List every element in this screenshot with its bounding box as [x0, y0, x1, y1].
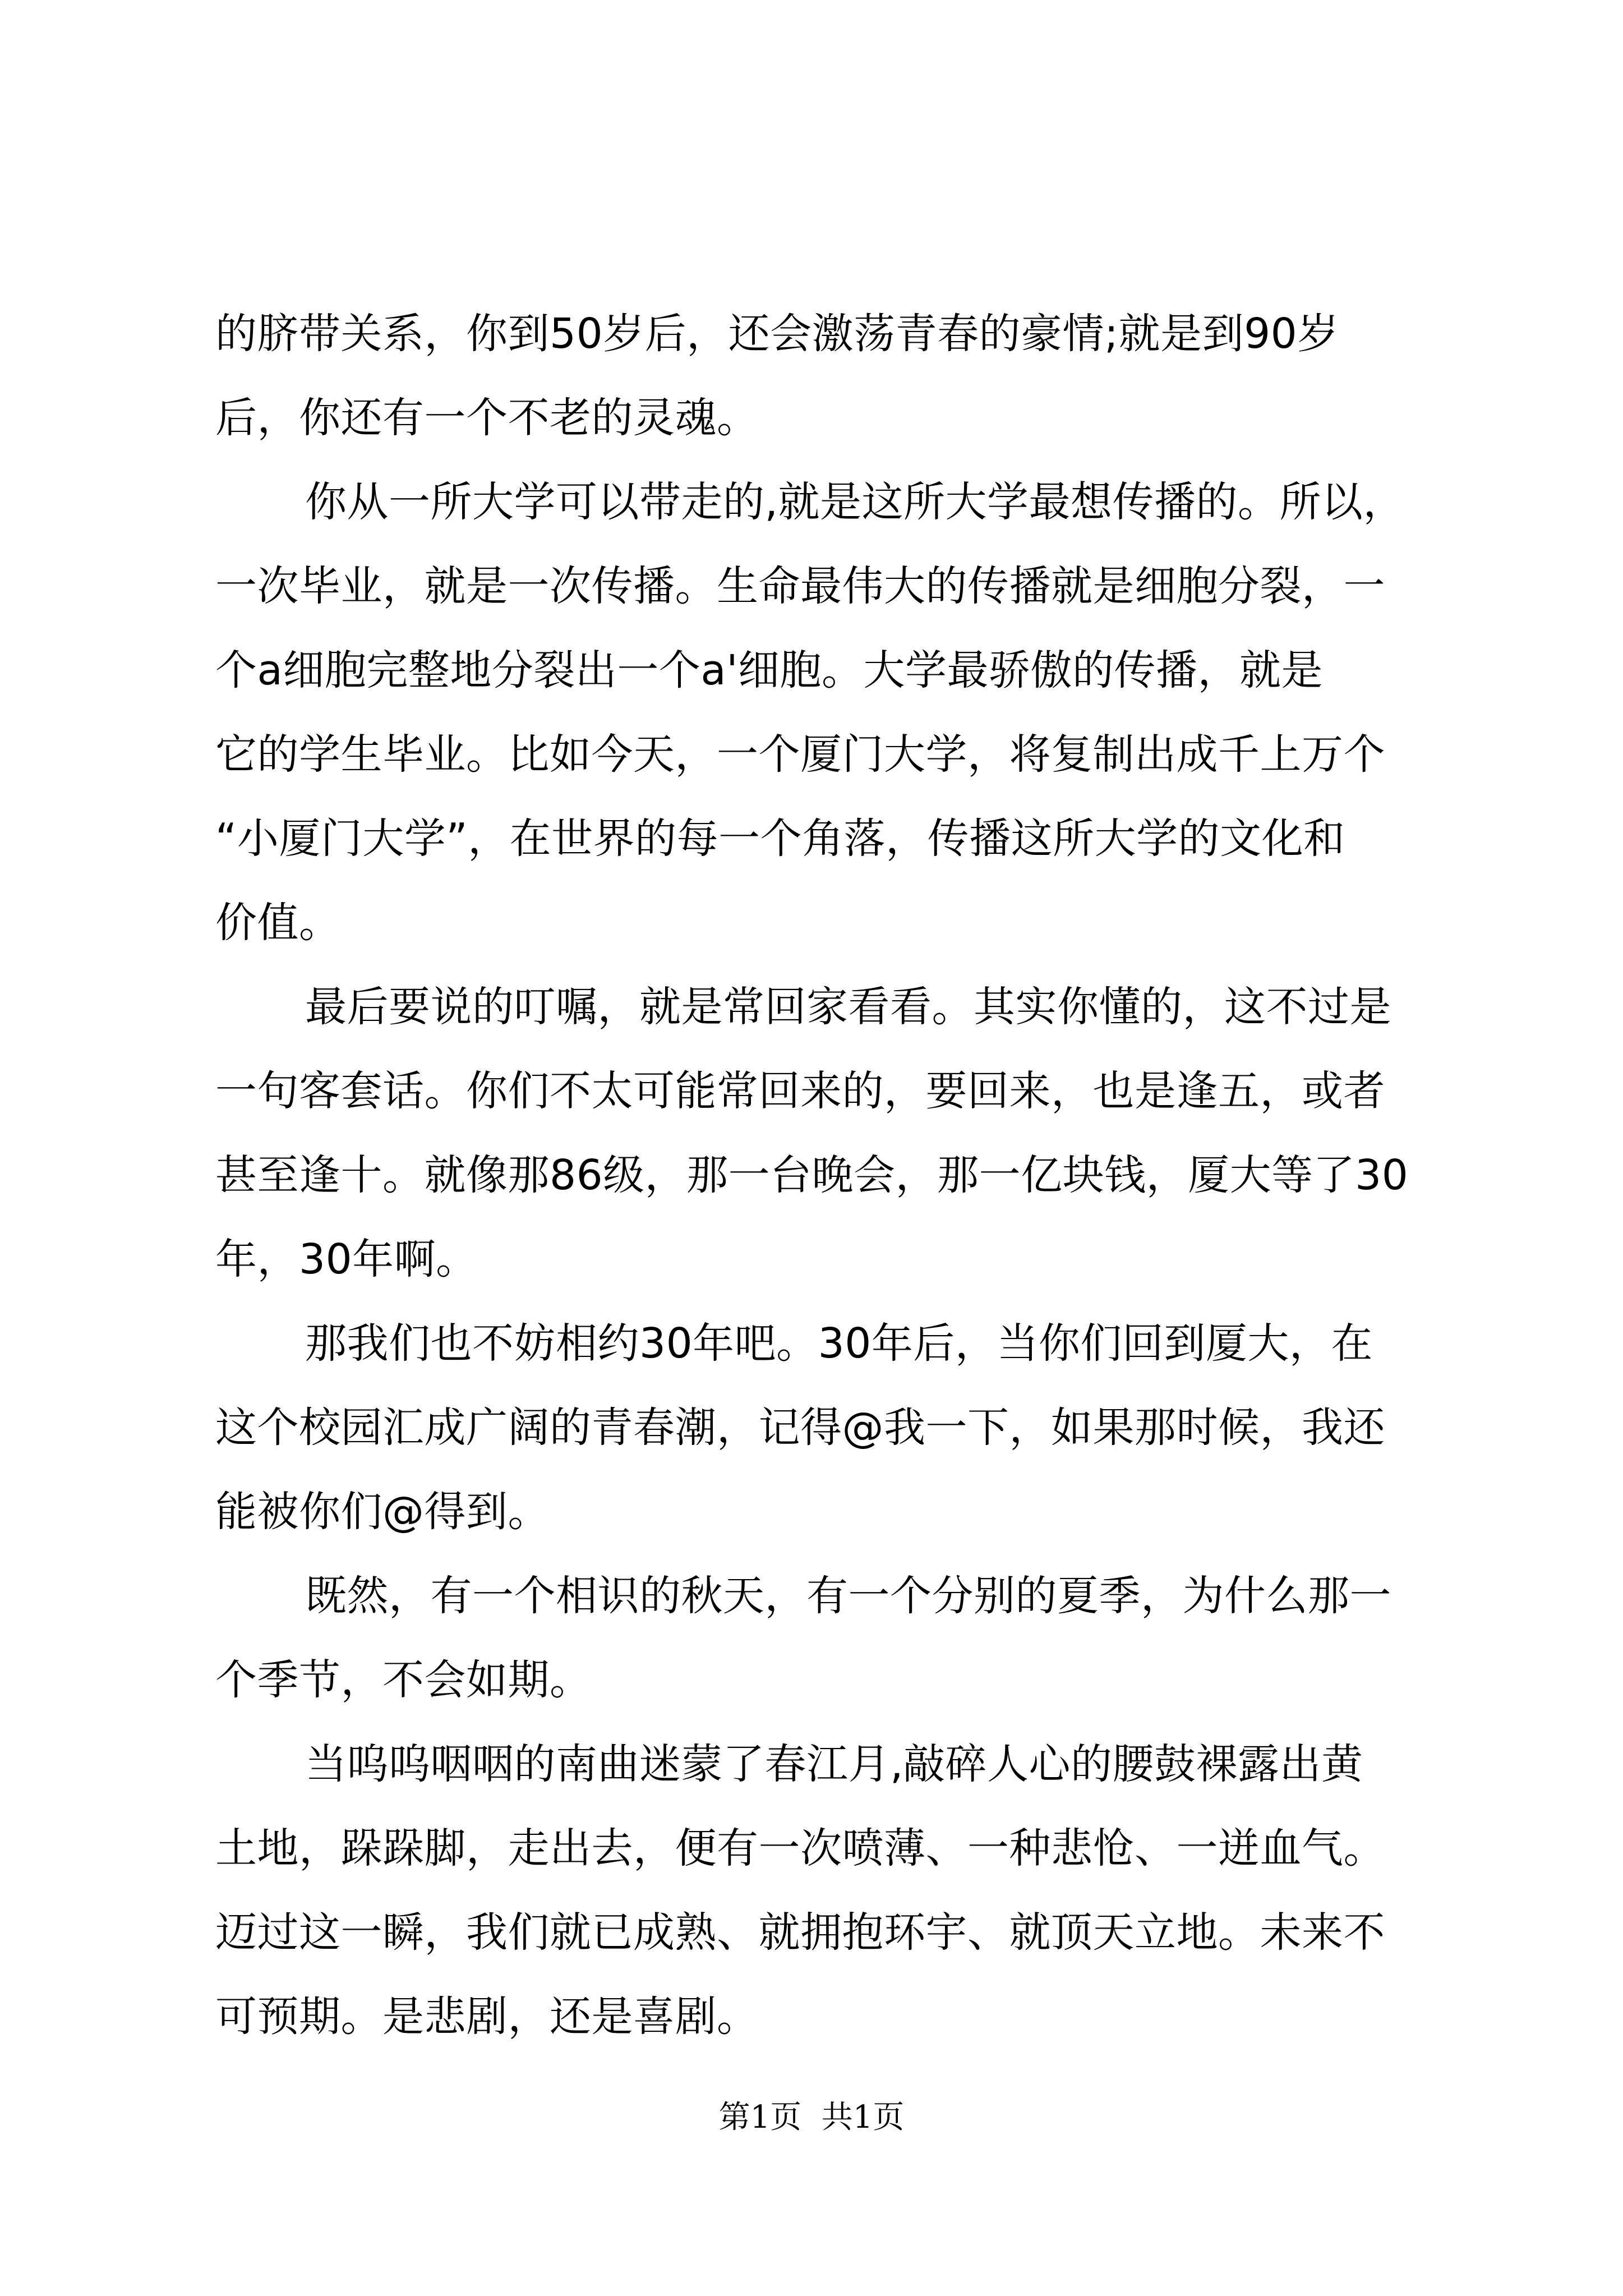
- paragraph: [215, 965, 1423, 1301]
- paragraph: [215, 1722, 1423, 2059]
- text-line: 这个校园汇成广阔的青春潮，记得@我一下，如果那时候，我还: [215, 1404, 1385, 1452]
- text-line: 既然，有一个相识的秋天，有一个分别的夏季，为什么那一: [305, 1572, 1391, 1620]
- text-line: 一句客套话。你们不太可能常回来的，要回来，也是逢五，或者: [215, 1067, 1385, 1115]
- text-line: 一次毕业，就是一次传播。生命最伟大的传播就是细胞分裂，一: [215, 562, 1385, 610]
- page-footer: 第1页 共1页: [718, 2099, 905, 2136]
- text-line: 可预期。是悲剧，还是喜剧。: [215, 1993, 759, 2041]
- text-line: 它的学生毕业。比如今天，一个厦门大学，将复制出成千上万个: [215, 730, 1385, 779]
- paragraph: [215, 460, 1423, 965]
- text-line: 个a细胞完整地分裂出一个a'细胞。大学最骄傲的传播，就是: [215, 646, 1324, 694]
- paragraph: [215, 1301, 1423, 1554]
- document-body: [215, 292, 1423, 2059]
- text-line: “小厦门大学”，在世界的每一个角落，传播这所大学的文化和: [215, 815, 1345, 863]
- paragraph: [215, 292, 1423, 460]
- text-line: 迈过这一瞬，我们就已成熟、就拥抱环宇、就顶天立地。未来不: [215, 1908, 1385, 1957]
- text-line: 的脐带关系，你到50岁后，还会激荡青春的豪情;就是到90岁: [215, 310, 1339, 358]
- text-line: 最后要说的叮嘱，就是常回家看看。其实你懂的，这不过是: [305, 983, 1391, 1031]
- text-line: 年，30年啊。: [215, 1235, 478, 1283]
- paragraph: [215, 1554, 1423, 1722]
- text-line: 当呜呜咽咽的南曲迷蒙了春江月,敲碎人心的腰鼓裸露出黄: [305, 1740, 1363, 1788]
- text-line: 后，你还有一个不老的灵魂。: [215, 394, 759, 442]
- text-line: 价值。: [215, 899, 341, 947]
- text-line: 个季节，不会如期。: [215, 1656, 592, 1704]
- text-line: 你从一所大学可以带走的,就是这所大学最想传播的。所以，: [305, 478, 1405, 526]
- text-line: 土地，跺跺脚，走出去，便有一次喷薄、一种悲怆、一迸血气。: [215, 1824, 1385, 1872]
- text-line: 能被你们@得到。: [215, 1488, 550, 1536]
- text-line: 那我们也不妨相约30年吧。30年后，当你们回到厦大，在: [305, 1319, 1373, 1368]
- text-line: 甚至逢十。就像那86级，那一台晚会，那一亿块钱，厦大等了30: [215, 1151, 1409, 1199]
